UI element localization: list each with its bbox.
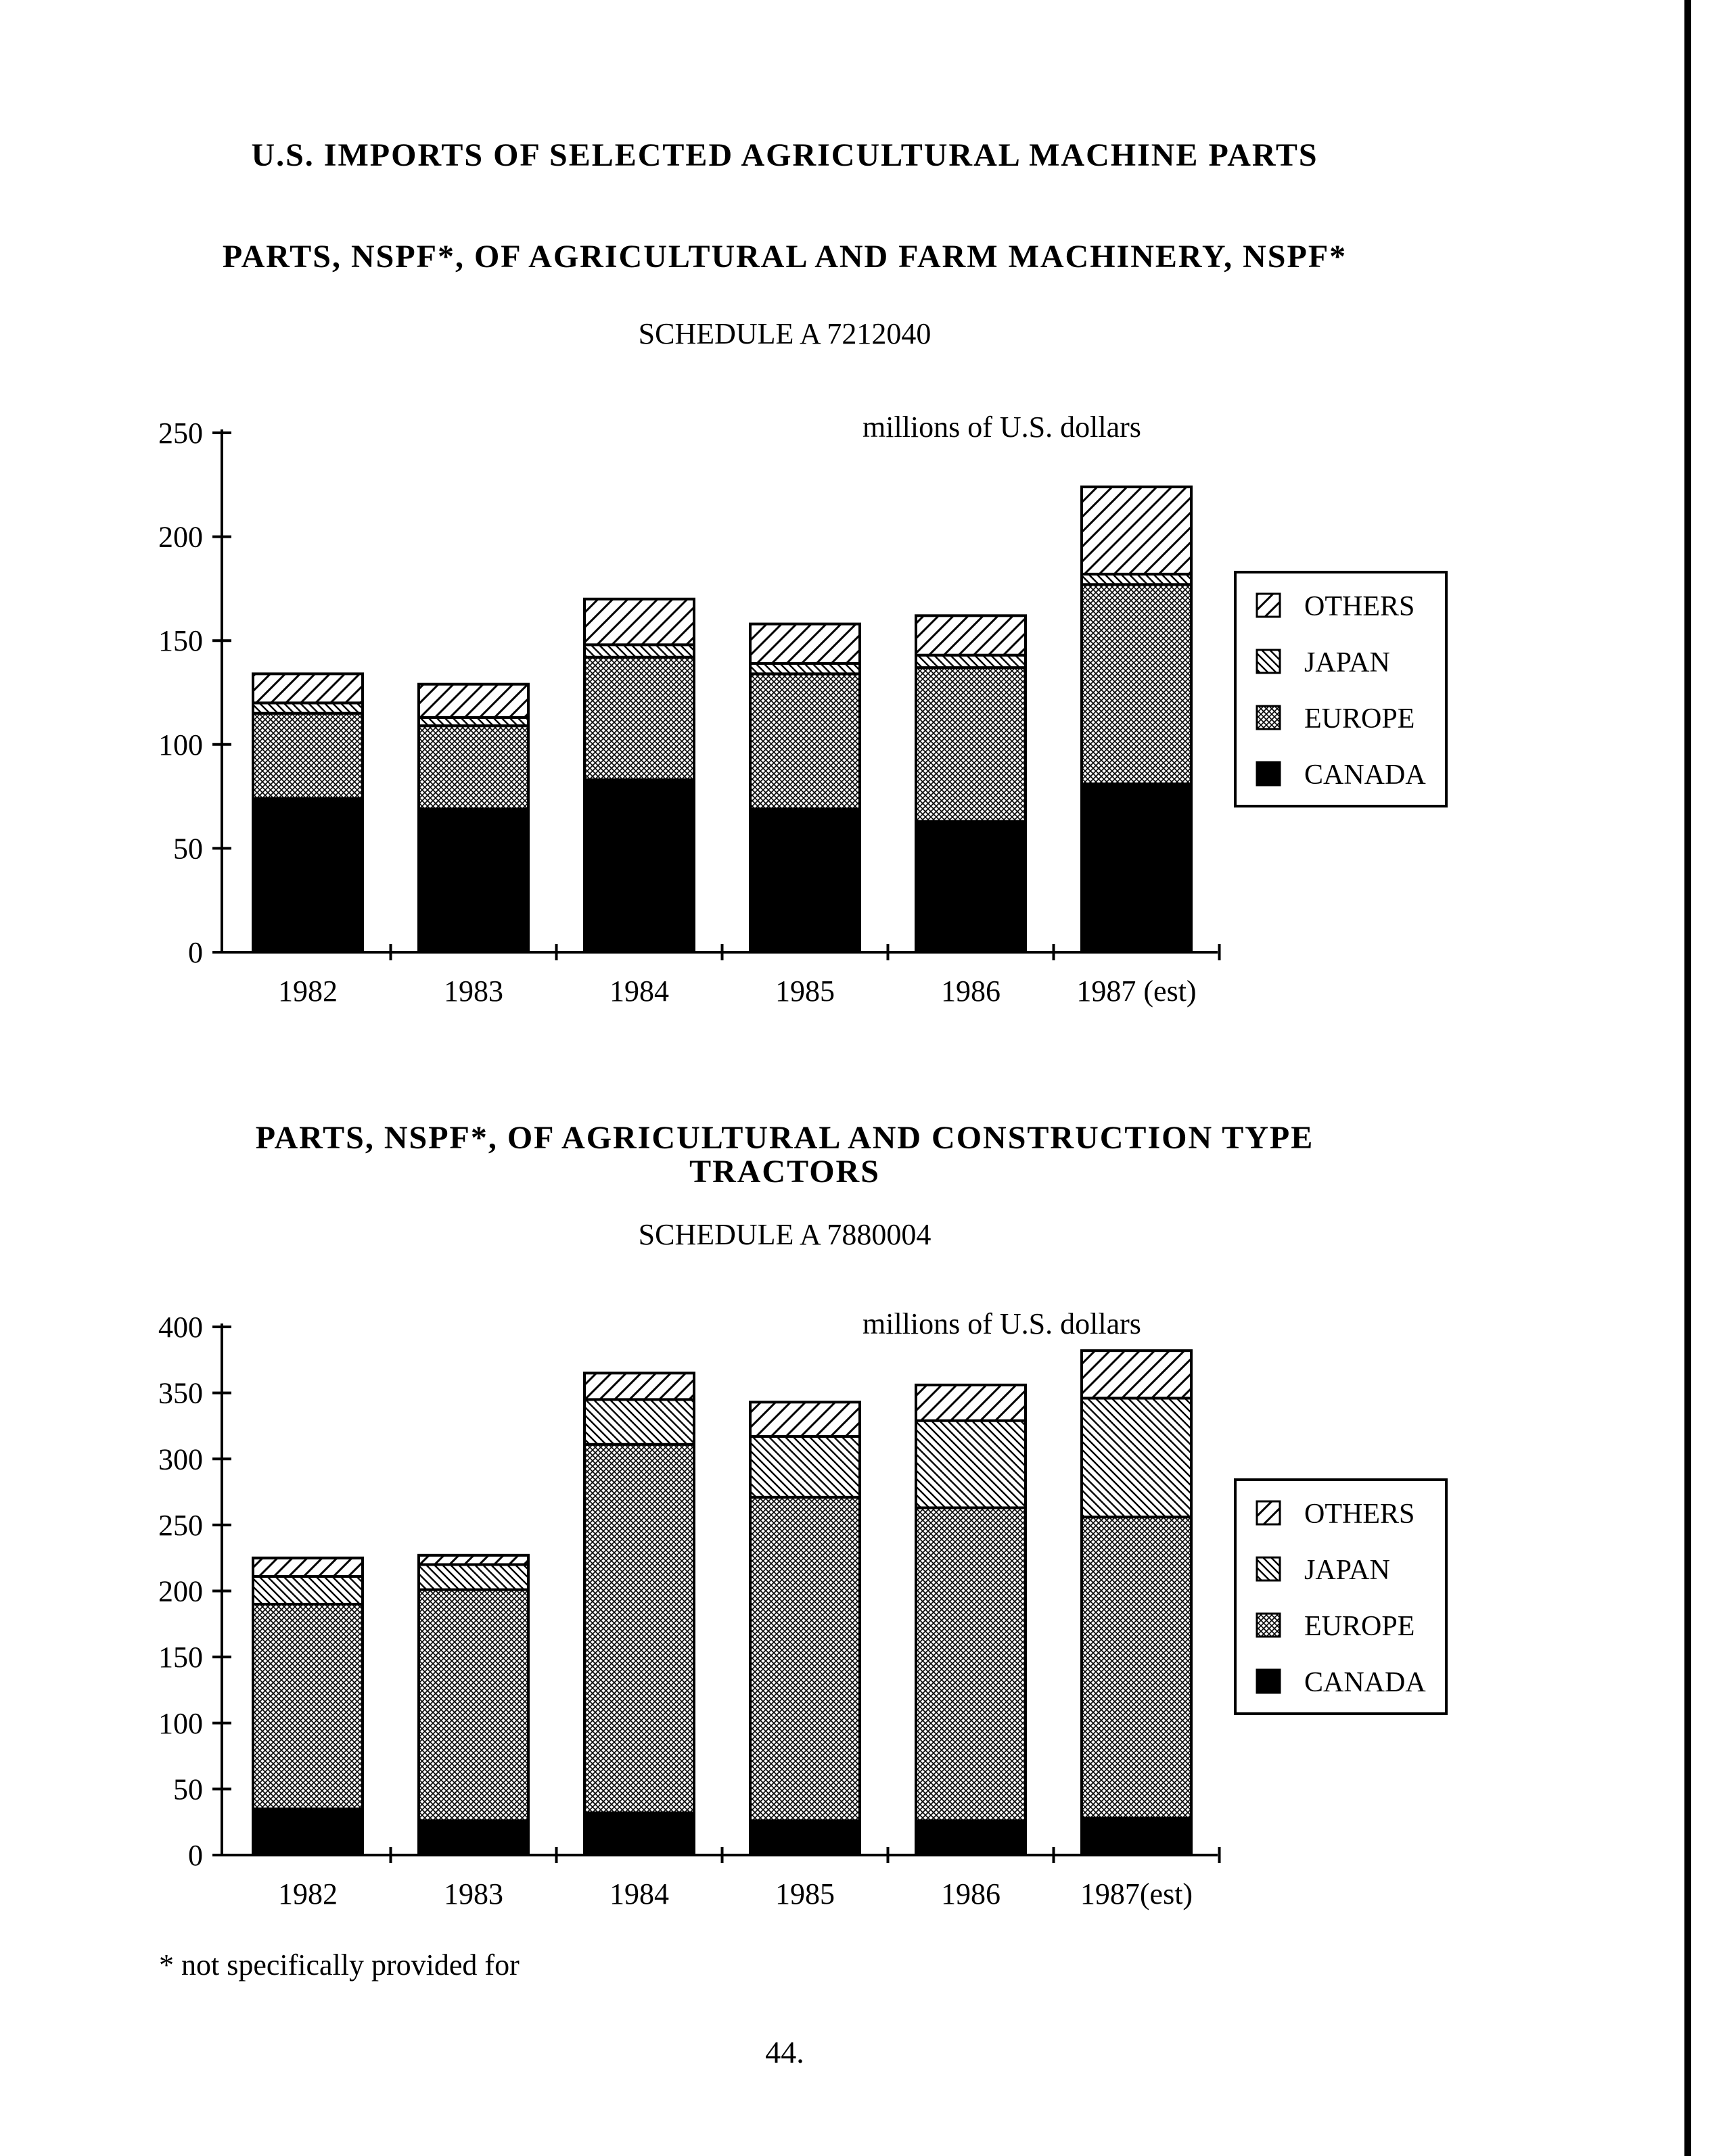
bar-segment-canada-1987est	[1082, 784, 1191, 952]
bar-segment-japan-1982	[253, 1576, 363, 1604]
x-category-label: 1982	[278, 1877, 338, 1911]
footnote: * not specifically provided for	[159, 1948, 520, 1982]
legend-swatch-japan	[1257, 650, 1280, 673]
legend-label-others: OTHERS	[1304, 591, 1415, 622]
y-tick-label: 0	[188, 1839, 203, 1872]
bar-segment-others-1987est	[1082, 487, 1191, 574]
bar-segment-japan-1985	[750, 663, 860, 674]
bar-segment-canada-1985	[750, 809, 860, 952]
chart2-title	[0, 1121, 1569, 1189]
y-tick-label: 100	[158, 1706, 203, 1740]
bar-segment-japan-1986	[916, 1421, 1026, 1508]
unit-label: millions of U.S. dollars	[862, 1307, 1141, 1340]
bar-segment-others-1982	[253, 674, 363, 703]
legend-swatch-europe	[1257, 706, 1280, 729]
x-category-label: 1986	[941, 975, 1001, 1008]
bar-segment-europe-1987est	[1082, 584, 1191, 784]
x-category-label: 1984	[610, 1877, 669, 1911]
legend-label-others: OTHERS	[1304, 1499, 1415, 1530]
bar-segment-europe-1982	[253, 713, 363, 799]
bar-segment-canada-1984	[584, 780, 694, 952]
bar-segment-europe-1982	[253, 1604, 363, 1809]
bar-segment-japan-1983	[419, 1564, 528, 1589]
y-tick-label: 200	[158, 1574, 203, 1608]
page-number: 44.	[765, 2035, 804, 2069]
bar-segment-others-1983	[419, 1555, 528, 1565]
bar-segment-europe-1983	[419, 726, 528, 809]
bar-segment-canada-1983	[419, 809, 528, 952]
x-category-label: 1985	[775, 975, 835, 1008]
page-edge-rule	[1684, 0, 1691, 2156]
chart2-schedule: SCHEDULE A 7880004	[638, 1218, 932, 1251]
bar-segment-canada-1987est	[1082, 1818, 1191, 1855]
y-tick-label: 0	[188, 936, 203, 969]
x-category-label: 1983	[444, 1877, 503, 1911]
bar-segment-europe-1985	[750, 1497, 860, 1821]
x-category-label: 1986	[941, 1877, 1001, 1911]
y-tick-label: 150	[158, 1641, 203, 1674]
bar-segment-japan-1984	[584, 1399, 694, 1444]
bar-segment-europe-1986	[916, 667, 1026, 821]
chart2-title-text: PARTS, NSPF*, OF AGRICULTURAL AND CONSTRUCTION TYPE TRACTORS	[255, 1120, 1314, 1190]
bar-segment-canada-1982	[253, 799, 363, 952]
y-tick-label: 150	[158, 624, 203, 658]
y-tick-label: 50	[173, 1773, 203, 1806]
legend	[1235, 572, 1446, 806]
legend-label-japan: JAPAN	[1304, 647, 1390, 678]
y-tick-label: 100	[158, 728, 203, 761]
main-title: U.S. IMPORTS OF SELECTED AGRICULTURAL MACHINE PARTS	[251, 137, 1318, 173]
unit-label: millions of U.S. dollars	[862, 411, 1141, 444]
bar-segment-europe-1984	[584, 657, 694, 780]
bar-segment-japan-1986	[916, 655, 1026, 667]
legend-swatch-europe	[1257, 1614, 1280, 1637]
legend-swatch-others	[1257, 594, 1280, 617]
y-tick-label: 350	[158, 1376, 203, 1410]
bar-segment-others-1986	[916, 1385, 1026, 1421]
bar-segment-canada-1982	[253, 1809, 363, 1855]
bar-segment-others-1984	[584, 599, 694, 645]
chart1-title: PARTS, NSPF*, OF AGRICULTURAL AND FARM MACHINERY, NSPF*	[222, 239, 1348, 275]
legend-label-canada: CANADA	[1304, 759, 1426, 791]
legend	[1235, 1480, 1446, 1714]
legend-label-europe: EUROPE	[1304, 703, 1415, 734]
bar-segment-canada-1985	[750, 1821, 860, 1855]
legend-swatch-japan	[1257, 1557, 1280, 1580]
legend-swatch-canada	[1257, 1670, 1280, 1693]
x-category-label: 1987 (est)	[1076, 975, 1197, 1008]
legend-swatch-canada	[1257, 762, 1280, 785]
bar-segment-others-1982	[253, 1558, 363, 1576]
x-category-label: 1985	[775, 1877, 835, 1911]
bar-segment-canada-1986	[916, 1821, 1026, 1855]
y-tick-label: 250	[158, 417, 203, 450]
bar-segment-others-1983	[419, 684, 528, 718]
chart2-svg	[0, 1285, 1569, 1934]
bar-segment-europe-1986	[916, 1507, 1026, 1821]
bar-segment-japan-1982	[253, 703, 363, 713]
legend-label-canada: CANADA	[1304, 1667, 1426, 1698]
bar-segment-others-1987est	[1082, 1351, 1191, 1398]
bar-segment-others-1985	[750, 1402, 860, 1436]
y-tick-label: 50	[173, 832, 203, 866]
bar-segment-others-1984	[584, 1373, 694, 1399]
bar-segment-canada-1984	[584, 1813, 694, 1855]
bar-segment-europe-1984	[584, 1445, 694, 1813]
bar-segment-japan-1984	[584, 645, 694, 657]
y-tick-label: 400	[158, 1311, 203, 1344]
x-category-label: 1984	[610, 975, 669, 1008]
chart1-schedule: SCHEDULE A 7212040	[638, 317, 932, 350]
bar-segment-europe-1983	[419, 1590, 528, 1821]
x-category-label: 1983	[444, 975, 503, 1008]
bar-segment-japan-1987est	[1082, 1398, 1191, 1517]
y-tick-label: 300	[158, 1443, 203, 1476]
y-tick-label: 250	[158, 1508, 203, 1542]
chart1-svg	[0, 379, 1569, 1028]
x-category-label: 1982	[278, 975, 338, 1008]
x-category-label: 1987(est)	[1080, 1877, 1193, 1911]
bar-segment-canada-1986	[916, 821, 1026, 952]
bar-segment-others-1986	[916, 615, 1026, 655]
legend-label-japan: JAPAN	[1304, 1555, 1390, 1586]
bar-segment-japan-1985	[750, 1436, 860, 1497]
bar-segment-japan-1987est	[1082, 574, 1191, 584]
legend-swatch-others	[1257, 1501, 1280, 1524]
bar-segment-europe-1987est	[1082, 1517, 1191, 1818]
y-tick-label: 200	[158, 520, 203, 554]
bar-segment-others-1985	[750, 624, 860, 663]
legend-label-europe: EUROPE	[1304, 1611, 1415, 1642]
bar-segment-europe-1985	[750, 674, 860, 809]
bar-segment-canada-1983	[419, 1821, 528, 1855]
